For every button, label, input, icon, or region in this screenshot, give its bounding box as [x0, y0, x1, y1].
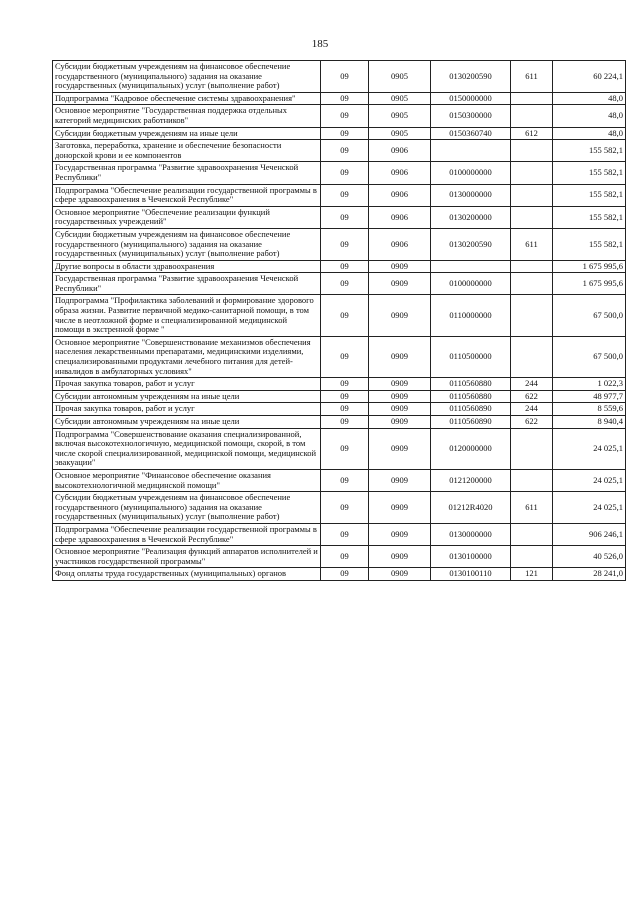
table-row [53, 105, 626, 127]
table-row [53, 260, 626, 273]
budget-table-body [53, 61, 626, 581]
row-amount: 8 940,4 [553, 416, 626, 429]
row-name: Субсидии бюджетным учреждениям на финансовое обеспечение государственного (муниципального) задания на оказание государственных (муниципальных) услуг (выполнение работ) [53, 61, 321, 93]
table-row [53, 469, 626, 491]
row-target-article: 0130000000 [431, 184, 511, 206]
row-amount: 24 025,1 [553, 428, 626, 469]
row-amount: 155 582,1 [553, 140, 626, 162]
row-amount: 40 526,0 [553, 546, 626, 568]
row-section: 09 [321, 228, 369, 260]
row-amount: 155 582,1 [553, 206, 626, 228]
row-name: Прочая закупка товаров, работ и услуг [53, 378, 321, 391]
table-row [53, 92, 626, 105]
table-row [53, 336, 626, 377]
row-name: Субсидии бюджетным учреждениям на финансовое обеспечение государственного (муниципального) задания на оказание государственных (муниципальных) услуг (выполнение работ) [53, 492, 321, 524]
row-name: Основное мероприятие "Реализация функций аппаратов исполнителей и участников государственной программы" [53, 546, 321, 568]
row-target-article: 0120000000 [431, 428, 511, 469]
page-number: 185 [311, 38, 329, 50]
row-section: 09 [321, 390, 369, 403]
row-expense-type [511, 336, 553, 377]
row-subsection: 0909 [369, 260, 431, 273]
row-amount: 155 582,1 [553, 228, 626, 260]
row-target-article: 0130100000 [431, 546, 511, 568]
table-row [53, 390, 626, 403]
row-expense-type [511, 105, 553, 127]
row-subsection: 0906 [369, 162, 431, 184]
row-subsection: 0906 [369, 140, 431, 162]
row-subsection: 0909 [369, 378, 431, 391]
row-subsection: 0909 [369, 469, 431, 491]
table-row [53, 162, 626, 184]
row-expense-type: 611 [511, 492, 553, 524]
row-section: 09 [321, 492, 369, 524]
row-subsection: 0909 [369, 568, 431, 581]
row-subsection: 0909 [369, 546, 431, 568]
row-name: Другие вопросы в области здравоохранения [53, 260, 321, 273]
row-name: Государственная программа "Развитие здравоохранения Чеченской Республики" [53, 162, 321, 184]
row-target-article: 0121200000 [431, 469, 511, 491]
row-expense-type: 244 [511, 378, 553, 391]
row-target-article: 0100000000 [431, 162, 511, 184]
row-name: Фонд оплаты труда государственных (муниципальных) органов [53, 568, 321, 581]
table-row [53, 546, 626, 568]
row-subsection: 0909 [369, 428, 431, 469]
row-subsection: 0905 [369, 105, 431, 127]
table-row [53, 428, 626, 469]
table-row [53, 378, 626, 391]
table-row [53, 416, 626, 429]
row-subsection: 0905 [369, 92, 431, 105]
row-expense-type: 622 [511, 390, 553, 403]
row-amount: 67 500,0 [553, 295, 626, 336]
row-name: Государственная программа "Развитие здравоохранения Чеченской Республики" [53, 273, 321, 295]
table-row [53, 273, 626, 295]
table-row [53, 127, 626, 140]
row-target-article: 0130200590 [431, 228, 511, 260]
row-amount: 28 241,0 [553, 568, 626, 581]
row-amount: 1 675 995,6 [553, 273, 626, 295]
table-row [53, 523, 626, 545]
row-section: 09 [321, 523, 369, 545]
row-name: Подпрограмма "Обеспечение реализации государственной программы в сфере здравоохранения в Чеченской Республике" [53, 523, 321, 545]
row-subsection: 0909 [369, 336, 431, 377]
row-expense-type: 611 [511, 61, 553, 93]
table-row [53, 492, 626, 524]
row-subsection: 0905 [369, 61, 431, 93]
row-amount: 906 246,1 [553, 523, 626, 545]
row-section: 09 [321, 206, 369, 228]
row-amount: 24 025,1 [553, 492, 626, 524]
row-name: Основное мероприятие "Совершенствование механизмов обеспечения населения лекарственными препаратами, медицинскими изделиями, специализированными продуктами лечебного питания для детей-инвалидов в амбулаторных условиях" [53, 336, 321, 377]
row-section: 09 [321, 273, 369, 295]
table-row [53, 568, 626, 581]
row-amount: 1 022,3 [553, 378, 626, 391]
row-section: 09 [321, 295, 369, 336]
row-section: 09 [321, 546, 369, 568]
row-target-article: 01212R4020 [431, 492, 511, 524]
row-expense-type: 244 [511, 403, 553, 416]
row-name: Подпрограмма "Совершенствование оказания специализированной, включая высокотехнологичную, медицинской помощи, скорой, в том числе скорой специализированной, медицинской помощи, медицинской эвакуации" [53, 428, 321, 469]
table-row [53, 295, 626, 336]
row-section: 09 [321, 61, 369, 93]
row-target-article: 0130200000 [431, 206, 511, 228]
row-subsection: 0906 [369, 206, 431, 228]
row-expense-type [511, 206, 553, 228]
row-amount: 60 224,1 [553, 61, 626, 93]
table-row [53, 206, 626, 228]
row-subsection: 0909 [369, 295, 431, 336]
row-name: Субсидии бюджетным учреждениям на финансовое обеспечение государственного (муниципального) задания на оказание государственных (муниципальных) услуг (выполнение работ) [53, 228, 321, 260]
row-name: Подпрограмма "Кадровое обеспечение системы здравоохранения" [53, 92, 321, 105]
row-section: 09 [321, 403, 369, 416]
row-target-article [431, 260, 511, 273]
row-expense-type [511, 295, 553, 336]
row-subsection: 0909 [369, 492, 431, 524]
row-expense-type [511, 162, 553, 184]
row-subsection: 0909 [369, 523, 431, 545]
row-name: Основное мероприятие "Финансовое обеспечение оказания высокотехнологичной медицинской помощи" [53, 469, 321, 491]
table-row [53, 228, 626, 260]
row-amount: 48,0 [553, 105, 626, 127]
row-target-article: 0110560890 [431, 403, 511, 416]
row-subsection: 0909 [369, 390, 431, 403]
row-section: 09 [321, 127, 369, 140]
row-amount: 1 675 995,6 [553, 260, 626, 273]
row-name: Субсидии бюджетным учреждениям на иные цели [53, 127, 321, 140]
row-target-article [431, 140, 511, 162]
row-subsection: 0909 [369, 416, 431, 429]
row-section: 09 [321, 428, 369, 469]
row-expense-type [511, 523, 553, 545]
row-expense-type: 622 [511, 416, 553, 429]
row-name: Заготовка, переработка, хранение и обеспечение безопасности донорской крови и ее компонентов [53, 140, 321, 162]
row-target-article: 0110560880 [431, 390, 511, 403]
row-target-article: 0110000000 [431, 295, 511, 336]
row-name: Основное мероприятие "Обеспечение реализации функций государственных учреждений" [53, 206, 321, 228]
row-amount: 155 582,1 [553, 162, 626, 184]
row-target-article: 0130100110 [431, 568, 511, 581]
row-target-article: 0130200590 [431, 61, 511, 93]
row-section: 09 [321, 92, 369, 105]
row-amount: 155 582,1 [553, 184, 626, 206]
row-section: 09 [321, 105, 369, 127]
row-section: 09 [321, 378, 369, 391]
row-section: 09 [321, 162, 369, 184]
row-expense-type [511, 428, 553, 469]
row-expense-type: 121 [511, 568, 553, 581]
row-name: Основное мероприятие "Государственная поддержка отдельных категорий медицинских работников" [53, 105, 321, 127]
row-subsection: 0905 [369, 127, 431, 140]
row-expense-type [511, 92, 553, 105]
row-expense-type [511, 140, 553, 162]
row-target-article: 0100000000 [431, 273, 511, 295]
row-subsection: 0906 [369, 184, 431, 206]
row-target-article: 0130000000 [431, 523, 511, 545]
row-expense-type: 611 [511, 228, 553, 260]
row-target-article: 0150360740 [431, 127, 511, 140]
row-subsection: 0906 [369, 228, 431, 260]
row-section: 09 [321, 336, 369, 377]
row-name: Субсидии автономным учреждениям на иные цели [53, 416, 321, 429]
row-target-article: 0150000000 [431, 92, 511, 105]
row-target-article: 0110560880 [431, 378, 511, 391]
row-section: 09 [321, 140, 369, 162]
row-section: 09 [321, 260, 369, 273]
row-target-article: 0110560890 [431, 416, 511, 429]
row-expense-type [511, 273, 553, 295]
row-amount: 67 500,0 [553, 336, 626, 377]
row-expense-type [511, 546, 553, 568]
row-section: 09 [321, 568, 369, 581]
row-section: 09 [321, 184, 369, 206]
row-amount: 24 025,1 [553, 469, 626, 491]
row-section: 09 [321, 469, 369, 491]
row-name: Подпрограмма "Профилактика заболеваний и формирование здорового образа жизни. Развитие первичной медико-санитарной помощи, в том числе в неотложной форме и специализированной медицинской помощи в экстренной форме " [53, 295, 321, 336]
table-row [53, 184, 626, 206]
row-expense-type: 612 [511, 127, 553, 140]
row-amount: 48,0 [553, 92, 626, 105]
table-row [53, 61, 626, 93]
row-target-article: 0110500000 [431, 336, 511, 377]
table-row [53, 140, 626, 162]
row-name: Подпрограмма "Обеспечение реализации государственной программы в сфере здравоохранения в Чеченской Республике" [53, 184, 321, 206]
row-name: Прочая закупка товаров, работ и услуг [53, 403, 321, 416]
row-expense-type [511, 469, 553, 491]
row-section: 09 [321, 416, 369, 429]
table-row [53, 403, 626, 416]
row-expense-type [511, 184, 553, 206]
row-amount: 8 559,6 [553, 403, 626, 416]
row-name: Субсидии автономным учреждениям на иные цели [53, 390, 321, 403]
row-subsection: 0909 [369, 273, 431, 295]
row-target-article: 0150300000 [431, 105, 511, 127]
budget-table [52, 60, 626, 581]
row-expense-type [511, 260, 553, 273]
row-subsection: 0909 [369, 403, 431, 416]
row-amount: 48 977,7 [553, 390, 626, 403]
row-amount: 48,0 [553, 127, 626, 140]
